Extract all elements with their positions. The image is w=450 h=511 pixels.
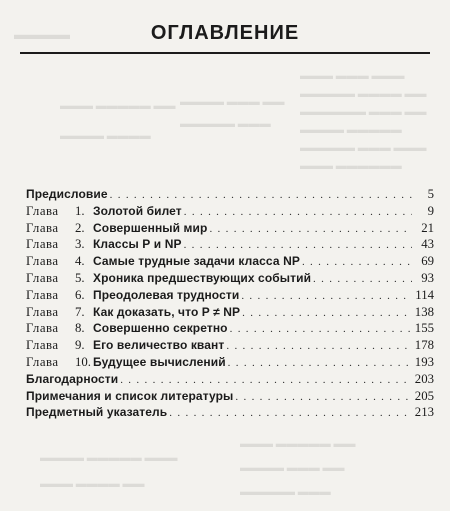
leader-dots	[120, 372, 412, 389]
toc-chapter-number: 1.	[75, 203, 85, 218]
leader-dots	[235, 389, 412, 406]
toc-chapter-number: 8.	[75, 321, 85, 336]
toc-entry-chapter-1[interactable]	[26, 203, 434, 220]
toc-chapter-word: Глава	[26, 270, 59, 285]
toc-chapter-word: Глава	[26, 220, 59, 235]
title-rule	[20, 52, 430, 54]
show-through-text: ▬▬▬▬ ▬▬▬▬▬	[300, 124, 402, 136]
show-through-text: ▬▬▬▬▬ ▬▬▬ ▬▬▬	[300, 142, 427, 154]
show-through-text: ▬▬▬▬ ▬▬▬▬	[60, 130, 151, 142]
toc-entry-title: Самые трудные задачи класса NP	[93, 254, 300, 269]
toc-entry-title: Золотой билет	[93, 203, 182, 218]
show-through-text: ▬▬▬▬▬▬ ▬▬▬ ▬▬	[300, 106, 427, 118]
toc-entry-chapter-8[interactable]	[26, 320, 434, 337]
toc-entry-page: 205	[414, 388, 434, 403]
toc-entry-page: 114	[415, 287, 434, 302]
toc-entry-index[interactable]	[26, 404, 434, 421]
show-through-text: ▬▬▬▬ ▬▬▬ ▬▬	[240, 462, 345, 474]
toc-entry-title: Предметный указатель	[26, 405, 168, 420]
toc-entry-chapter-9[interactable]	[26, 337, 434, 354]
show-through-text: ▬▬▬▬ ▬▬▬ ▬▬	[180, 96, 285, 108]
toc-entry-preface[interactable]	[26, 186, 434, 203]
toc-chapter-number: 5.	[75, 270, 85, 285]
toc-entry-chapter-6[interactable]	[26, 287, 434, 304]
toc-chapter-word: Глава	[26, 304, 59, 319]
leader-dots	[184, 237, 412, 254]
toc-entry-chapter-2[interactable]	[26, 220, 434, 237]
leader-dots	[241, 288, 412, 305]
toc-entry-page: 213	[414, 405, 434, 420]
toc-entry-title: Будущее вычислений	[93, 354, 226, 369]
toc-chapter-word: Глава	[26, 321, 59, 336]
toc-entry-page: 138	[414, 304, 434, 319]
toc-chapter-word: Глава	[26, 338, 59, 353]
toc-entry-title: Примечания и список литературы	[26, 388, 234, 403]
toc-entry-notes[interactable]	[26, 388, 434, 405]
toc-chapter-number: 4.	[75, 254, 85, 269]
page-title: ОГЛАВЛЕНИЕ	[150, 22, 300, 44]
leader-dots	[169, 405, 412, 422]
toc-chapter-word: Глава	[26, 354, 59, 369]
toc-chapter-number: 7.	[75, 304, 85, 319]
leader-dots	[184, 204, 412, 221]
toc-chapter-number: 9.	[75, 338, 85, 353]
toc-entry-page: 178	[414, 338, 434, 353]
leader-dots	[302, 254, 412, 271]
toc-entry-page: 21	[421, 220, 434, 235]
toc-entry-acknowledgements[interactable]	[26, 371, 434, 388]
show-through-text: ▬▬▬▬▬ ▬▬▬	[240, 486, 331, 498]
toc-entry-page: 193	[414, 354, 434, 369]
toc-entry-title: Благодарности	[26, 371, 119, 386]
toc-chapter-number: 2.	[75, 220, 85, 235]
show-through-text: ▬▬▬▬	[14, 28, 70, 43]
leader-dots	[230, 321, 412, 338]
toc-entry-title: Преодолевая трудности	[93, 287, 240, 302]
toc-entry-chapter-4[interactable]	[26, 253, 434, 270]
toc-chapter-number: 6.	[75, 287, 85, 302]
leader-dots	[242, 305, 412, 322]
toc-chapter-word: Глава	[26, 203, 59, 218]
show-through-text: ▬▬▬ ▬▬▬▬▬▬	[300, 160, 402, 172]
toc-entry-title: Как доказать, что P ≠ NP	[93, 304, 241, 319]
show-through-text: ▬▬▬▬ ▬▬▬▬▬ ▬▬▬	[40, 452, 178, 464]
toc-chapter-word: Глава	[26, 254, 59, 269]
toc-entry-title: Совершенно секретно	[93, 321, 228, 336]
show-through-text: ▬▬▬ ▬▬▬▬▬ ▬▬	[240, 438, 356, 450]
leader-dots	[110, 187, 412, 204]
toc-entry-page: 203	[414, 371, 434, 386]
toc-entry-page: 9	[427, 203, 434, 218]
toc-entry-page: 93	[421, 270, 434, 285]
table-of-contents	[26, 186, 434, 421]
toc-chapter-word: Глава	[26, 237, 59, 252]
toc-entry-chapter-3[interactable]	[26, 236, 434, 253]
toc-chapter-number: 3.	[75, 237, 85, 252]
toc-entry-title: Хроника предшествующих событий	[93, 270, 312, 285]
toc-entry-title: Совершенный мир	[93, 220, 208, 235]
toc-entry-chapter-7[interactable]	[26, 304, 434, 321]
toc-entry-page: 69	[421, 254, 434, 269]
toc-entry-page: 155	[414, 321, 434, 336]
toc-entry-chapter-10[interactable]	[26, 354, 434, 371]
leader-dots	[209, 221, 412, 238]
show-through-text: ▬▬▬ ▬▬▬▬ ▬▬	[40, 478, 145, 490]
toc-entry-page: 5	[427, 187, 434, 201]
toc-chapter-word: Глава	[26, 287, 59, 302]
toc-entry-chapter-5[interactable]	[26, 270, 434, 287]
toc-entry-title: Классы Р и NP	[93, 237, 182, 252]
toc-entry-title: Его величество квант	[93, 338, 225, 353]
show-through-text: ▬▬▬▬▬ ▬▬▬▬ ▬▬	[300, 88, 427, 100]
show-through-text: ▬▬▬ ▬▬▬▬▬ ▬▬	[60, 100, 176, 112]
toc-entry-page: 43	[421, 237, 434, 252]
toc-chapter-number: 10.	[75, 354, 91, 369]
leader-dots	[226, 338, 412, 355]
show-through-text: ▬▬▬▬▬ ▬▬▬	[180, 118, 271, 130]
leader-dots	[313, 271, 412, 288]
leader-dots	[228, 355, 412, 372]
show-through-text: ▬▬▬ ▬▬▬ ▬▬▬	[300, 70, 405, 82]
toc-entry-title: Предисловие	[26, 187, 108, 201]
